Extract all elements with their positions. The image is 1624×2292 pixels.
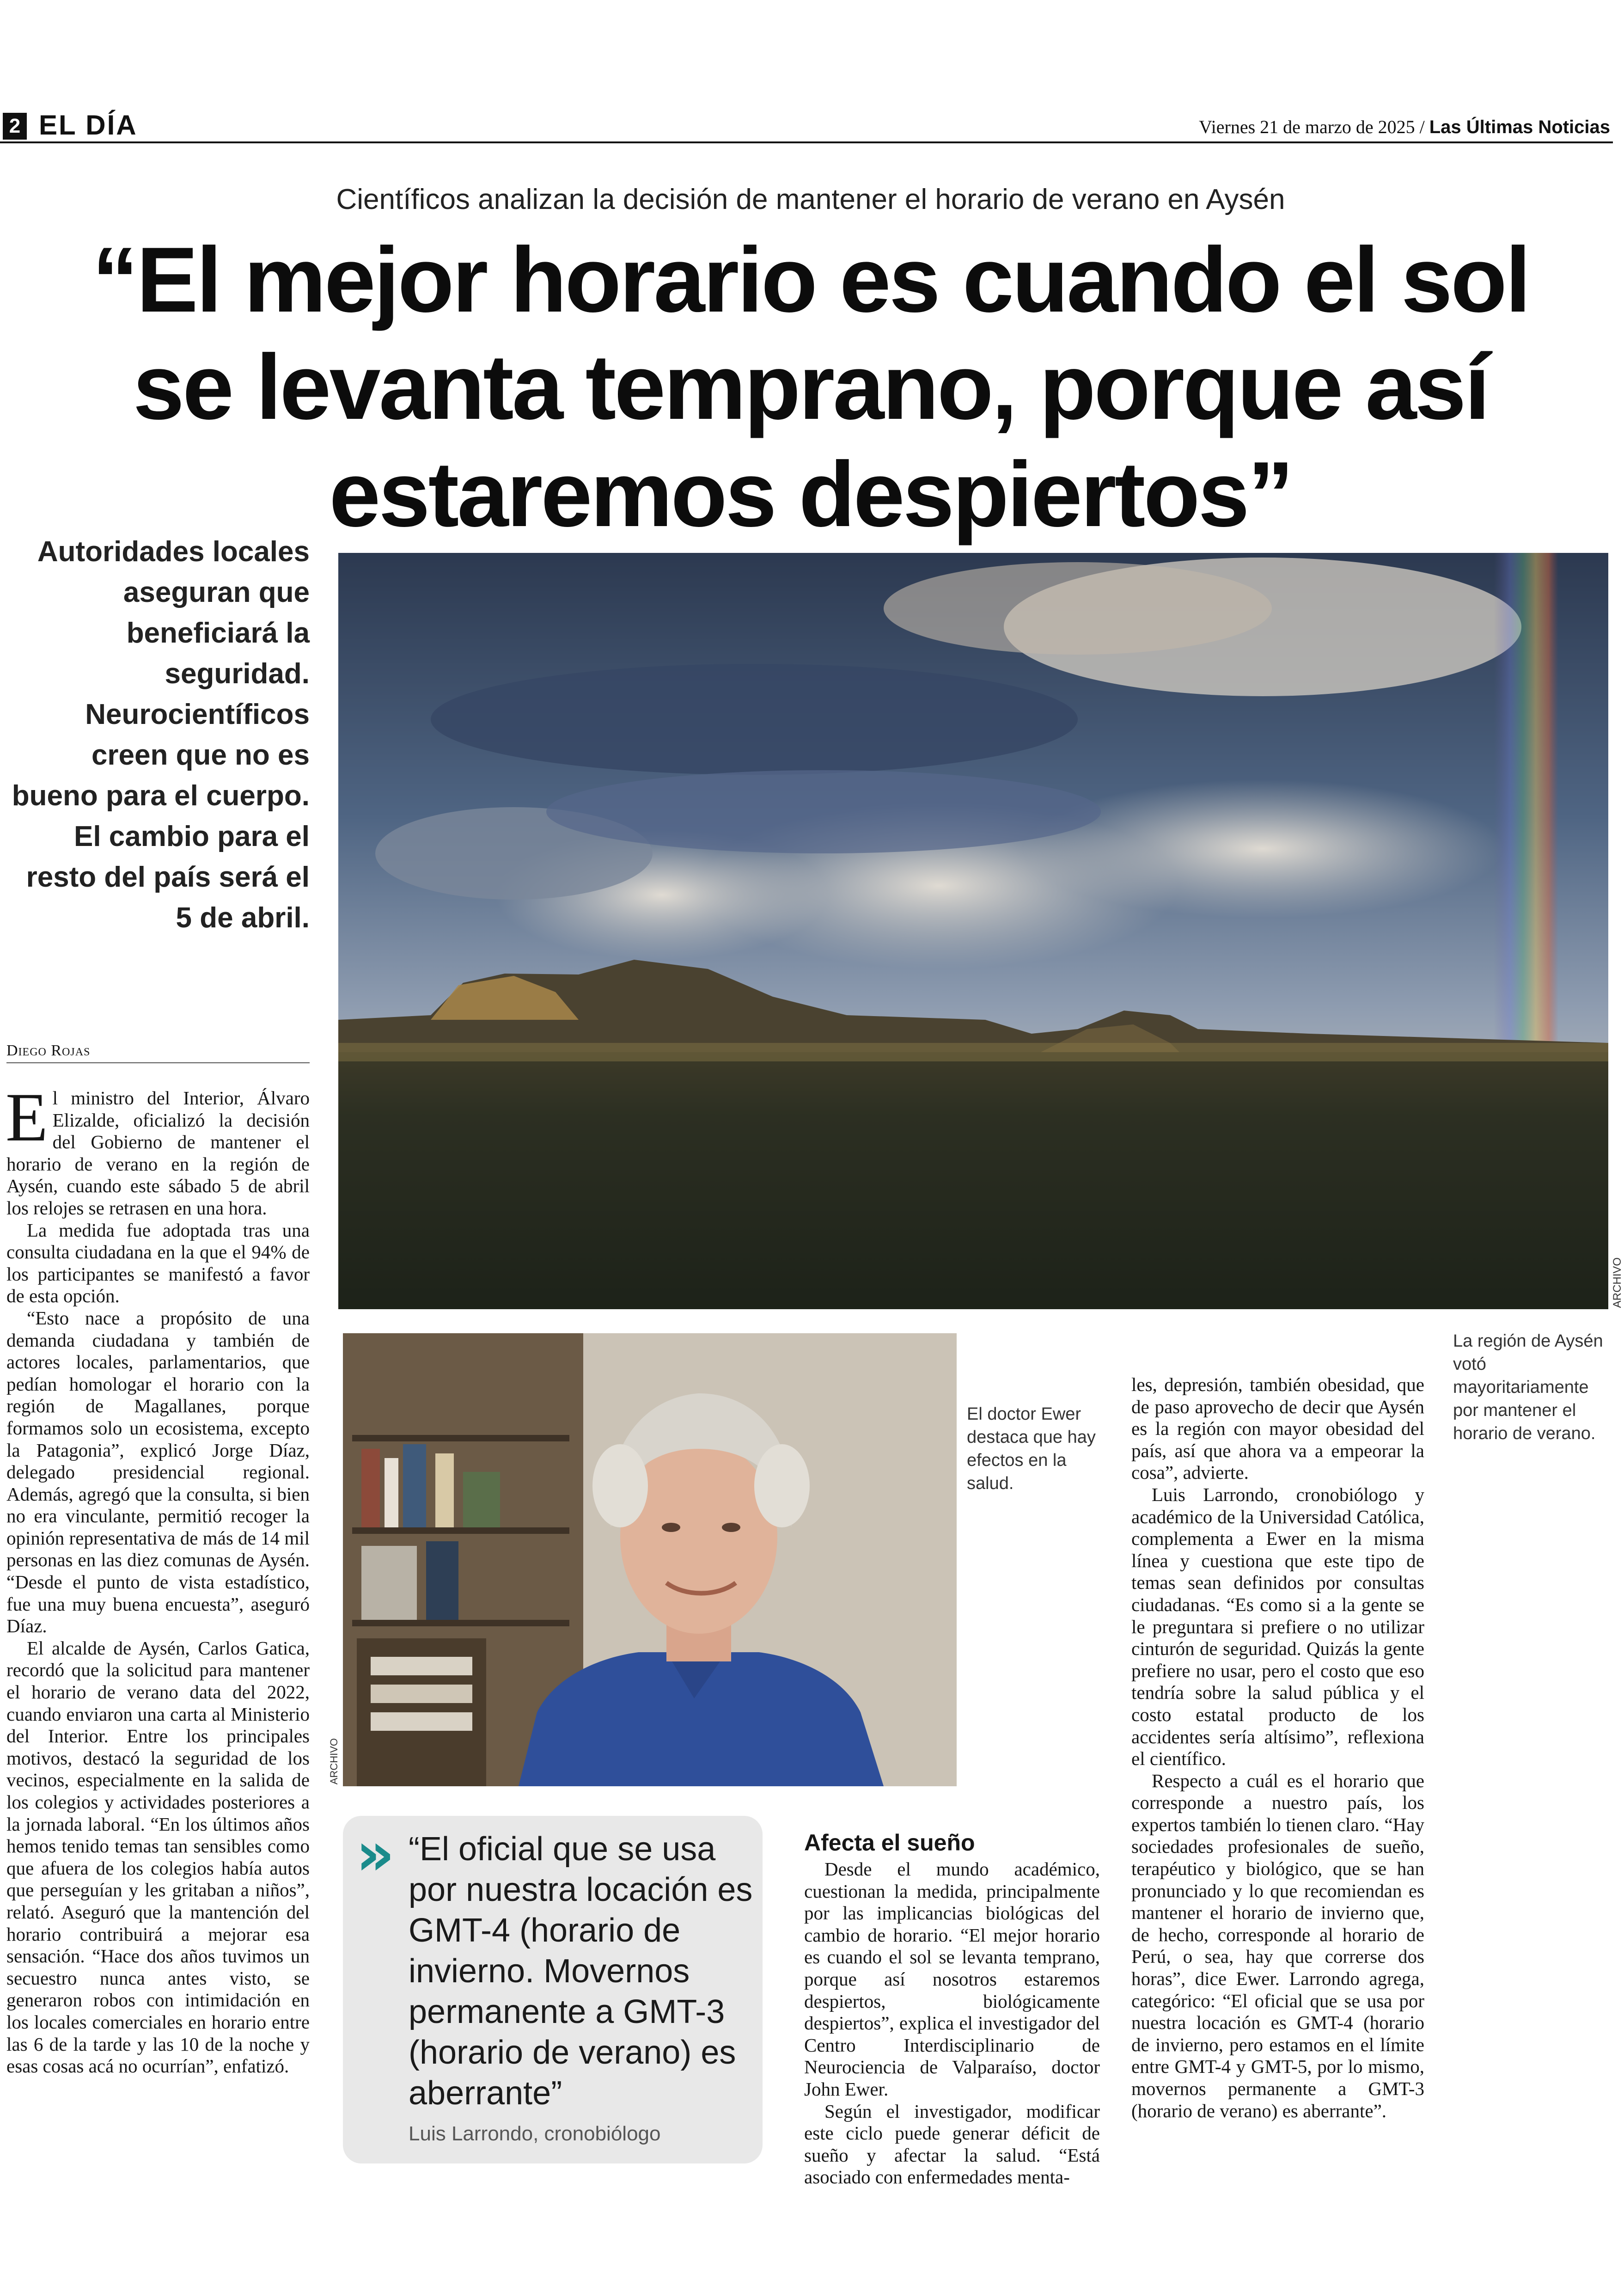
paragraph: les, depresión, también obesidad, que de paso aprovecho de decir que Aysén es la región con mayor obesidad del país, así que ahora va a empeorar la cosa”, advierte. [1131,1374,1424,1483]
drop-cap: E [6,1079,48,1156]
article-column-1 [6,1079,310,2078]
paragraph: Luis Larrondo, cronobiólogo y académico de la Universidad Católica, complementa a Ewer en la misma línea y cuestiona que este tipo de temas sean definidos por consultas ciudadanas. “Es como si a la gente se le preguntara si prefiere o no utilizar cinturón de seguridad. Quizás la gente prefiere no usar, pero el costo que eso tendría sobre la salud pública y el costo estatal producto de los accidentes sería altísimo”, reflexiona el científico. [1131,1483,1424,1770]
header-rule [0,141,1613,143]
landscape-photo [338,553,1608,1309]
paragraph: El alcalde de Aysén, Carlos Gatica, recordó que la solicitud para mantener el horario de verano data del 2022, cuando enviaron una carta al Ministerio del Interior. Entre los principales motivos, destacó la seguridad de los vecinos, especialmente en la salida de los colegios y actividades posteriores a la jornada laboral. “En los últimos años hemos tenido temas tan sensibles como que afuera de los colegios había autos que perseguían y les gritaban a niños”, relató. Aseguró que la mantención del horario contribuirá a mejorar esa sensación. “Hace dos años tuvimos un secuestro nunca antes visto, se generaron robos con intimidación en los locales comerciales en horario entre las 6 de la tarde y las 10 de la noche y esas cosas acá no ocurrían”, enfatizó. [6,1637,310,2077]
portrait-photo [343,1333,957,1786]
deck: Autoridades locales aseguran que beneficiará la seguridad. Neurocientíficos creen que no es bueno para el cuerpo. El cambio para el resto del país será el 5 de abril. [12,536,310,934]
issue-date: Viernes 21 de marzo de 2025 [1199,116,1415,137]
pull-quote-source: Luis Larrondo, cronobiólogo [409,2122,661,2145]
paragraph: Desde el mundo académico, cuestionan la medida, principalmente por las implicancias biológicas del cambio de horario. “El mejor horario es cuando el sol se levanta temprano, porque así nosotros estaremos despiertos, biológicamente despiertos”, explica el investigador del Centro Interdisciplinario de Neurociencia de Valparaíso, doctor John Ewer. [804,1858,1100,2100]
kicker: Científicos analizan la decisión de mantener el horario de verano en Aysén [336,184,1285,215]
paragraph: La medida fue adoptada tras una consulta ciudadana en la que el 94% de los participantes se manifestó a favor de esta opción. [6,1219,310,1307]
quote-arrow-icon: » [356,1819,395,1889]
byline: Diego Rojas [6,1042,91,1059]
photo-caption: El doctor Ewer destaca que hay efectos en la salud. [967,1404,1096,1493]
article-column-2 [804,1829,1100,2188]
subhead: Afecta el sueño [804,1830,975,1856]
paragraph: Respecto a cuál es el horario que corresponde a nuestro país, los expertos también lo tienen claro. “Hay sociedades profesionales de sueño, terapéutico y biológico, que se han pronunciado y lo que recomiendan es mantener el horario de invierno que, de hecho, corresponde al horario de Perú, o sea, hay que correrse dos horas”, dice Ewer. Larrondo agrega, categórico: “El oficial que se usa por nuestra locación es GMT-4 (horario de invierno, pero estamos en el límite entre GMT-4 y GMT-5, por lo mismo, movernos permanente a GMT-3 (horario de verano) es aberrante”. [1131,1770,1424,2121]
paragraph [6,1079,310,1220]
photo-caption: La región de Aysén votó mayoritariamente por mantener el horario de verano. [1453,1331,1603,1443]
dateline-separator: / [1419,116,1425,137]
pull-quote-text: “El oficial que se usa por nuestra locación es GMT-4 (horario de invierno. Movernos permanente a GMT-3 (horario de verano) es aberrante” [409,1831,753,2112]
byline-rule [6,1062,310,1063]
page-number: 2 [3,113,27,140]
photo-credit: ARCHIVO [328,1738,340,1785]
headline: “El mejor horario es cuando el sol se levanta temprano, porque así estaremos despiertos” [92,228,1529,546]
paragraph: “Esto nace a propósito de una demanda ciudadana y también de actores locales, parlamentarios, que pedían homologar el horario con la región de Magallanes, porque formamos solo un ecosistema, excepto la Patagonia”, explicó Jorge Díaz, delegado presidencial regional. Además, agregó que la consulta, si bien no era vinculante, permitió recoger la opinión representativa de más de 14 mil personas en las diez comunas de Aysén. “Desde el punto de vista estadístico, fue una muy buena encuesta”, aseguró Díaz. [6,1307,310,1637]
section-title: EL DÍA [39,110,138,141]
newspaper-name: Las Últimas Noticias [1429,117,1610,137]
photo-credit: ARCHIVO [1611,1257,1624,1308]
dateline [1199,116,1610,139]
article-column-3 [1131,1374,1424,2122]
paragraph: Según el investigador, modificar este ciclo puede generar déficit de sueño y afectar la salud. “Está asociado con enfermedades menta- [804,2100,1100,2188]
paragraph-text: l ministro del Interior, Álvaro Elizalde, oficializó la decisión del Gobierno de mantener el horario de verano en la región de Aysén, cuando este sábado 5 de abril los relojes se retrasen en una hora. [6,1087,310,1219]
